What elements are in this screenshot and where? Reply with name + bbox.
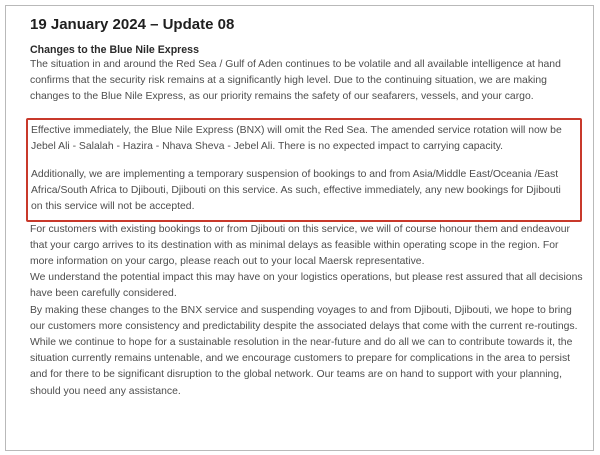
highlighted-announcement-box [26,118,582,222]
paragraph-situation: The situation in and around the Red Sea / Gulf of Aden continues to be volatile and all available intelligence at hand confirms that the security risk remains at a significantly high level. Due to the continuing situation, we are making changes to the Blue Nile Express, as our priority remains the safety of our seafarers, vessels, and your cargo. [30,59,561,103]
paragraph-resolution: While we continue to hope for a sustainable resolution in the near-future and do all we can to contribute towards it, the situation currently remains untenable, and we encourage customers to prepare for complications in the area to persist and for there to be significant disruption to the global network. Our teams are on hand to support with your planning, should you need any assistance. [30,337,573,397]
paragraph-consistency: By making these changes to the BNX service and suspending voyages to and from Djibouti, Djibouti, we hope to bring our customers more consistency and predictability despite the associated delays that come with the current re-routings. [30,304,578,332]
paragraph-djibouti-suspension: Additionally, we are implementing a temporary suspension of bookings to and from Asia/Middle East/Oceania /East Africa/South Africa to Djibouti, Djibouti on this service. As such, effective immediately, any new bookings for Djibouti on this service will not be accepted. [31,169,561,213]
paragraph-existing-bookings: For customers with existing bookings to or from Djibouti on this service, we will of course honour them and endeavour that your cargo arrives to its destination with as minimal delays as feasible within operating scope in the region. For more information on your cargo, please reach out to your local Maersk representative. [30,223,570,268]
update-title: 19 January 2024 – Update 08 [30,16,235,33]
paragraph-impact: We understand the potential impact this may have on your logistics operations, but please rest assured that all decisions have been carefully considered. [30,272,583,300]
advisory-content [30,15,584,400]
advisory-panel [5,5,594,451]
update-subtitle: Changes to the Blue Nile Express [30,44,199,56]
paragraph-red-sea-omission: Effective immediately, the Blue Nile Express (BNX) will omit the Red Sea. The amended service rotation will now be Jebel Ali - Salalah - Hazira - Nhava Sheva - Jebel Ali. There is no expected impact to carrying capacity. [31,124,562,152]
